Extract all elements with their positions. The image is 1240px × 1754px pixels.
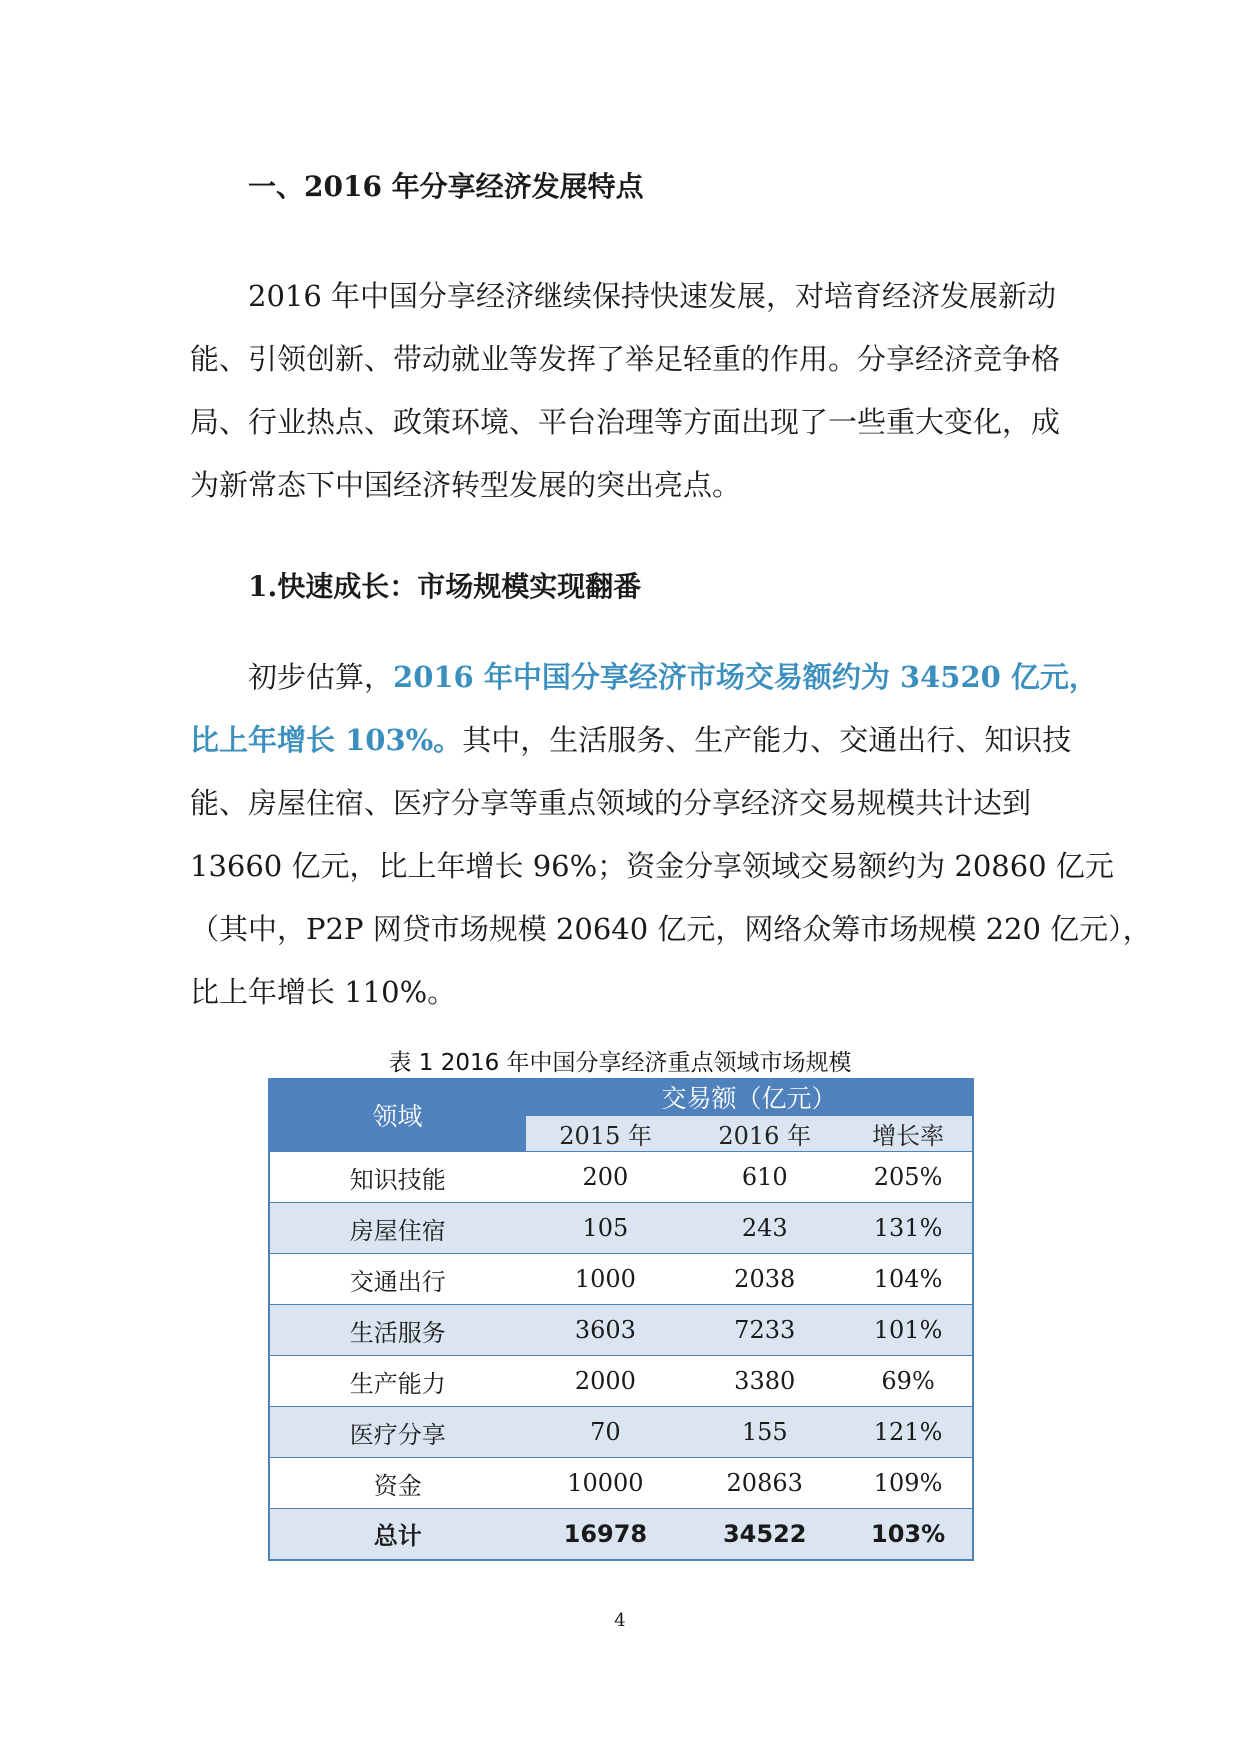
cell-growth: 104% <box>844 1254 973 1305</box>
header-growth: 增长率 <box>844 1116 973 1152</box>
cell-2015: 200 <box>526 1152 686 1203</box>
cell-2015: 2000 <box>526 1356 686 1407</box>
cell-domain: 医疗分享 <box>269 1407 526 1458</box>
cell-domain: 生活服务 <box>269 1305 526 1356</box>
cell-domain: 交通出行 <box>269 1254 526 1305</box>
cell-growth: 121% <box>844 1407 973 1458</box>
cell-2016: 3380 <box>685 1356 844 1407</box>
intro-line: 为新常态下中国经济转型发展的突出亮点。 <box>190 468 742 502</box>
cell-2015: 16978 <box>526 1509 686 1560</box>
table-row <box>269 1152 973 1203</box>
plain-text: 初步估算， <box>248 660 394 694</box>
intro-line: 2016 年中国分享经济继续保持快速发展，对培育经济发展新动 <box>248 279 1057 313</box>
page-number: 4 <box>614 1610 626 1631</box>
cell-2015: 10000 <box>526 1458 686 1509</box>
cell-domain: 总计 <box>269 1509 526 1560</box>
header-amount: 交易额（亿元） <box>526 1079 974 1116</box>
table-caption: 表 1 2016 年中国分享经济重点领域市场规模 <box>388 1050 852 1076</box>
cell-domain: 房屋住宿 <box>269 1203 526 1254</box>
cell-2016: 243 <box>685 1203 844 1254</box>
table-row <box>269 1407 973 1458</box>
growth-line: （其中，P2P 网贷市场规模 20640 亿元，网络众筹市场规模 220 亿元）， <box>190 912 1152 946</box>
table-row <box>269 1356 973 1407</box>
highlight-text: 2016 年中国分享经济市场交易额约为 34520 亿元， <box>393 660 1098 694</box>
growth-paragraph <box>190 646 1152 1024</box>
cell-2016: 610 <box>685 1152 844 1203</box>
cell-2016: 155 <box>685 1407 844 1458</box>
cell-2015: 3603 <box>526 1305 686 1356</box>
cell-2015: 1000 <box>526 1254 686 1305</box>
header-2015: 2015 年 <box>526 1116 686 1152</box>
cell-2015: 105 <box>526 1203 686 1254</box>
cell-growth: 131% <box>844 1203 973 1254</box>
cell-domain: 资金 <box>269 1458 526 1509</box>
intro-line: 局、行业热点、政策环境、平台治理等方面出现了一些重大变化，成 <box>190 405 1061 439</box>
cell-growth: 101% <box>844 1305 973 1356</box>
subsection-title: 1.快速成长：市场规模实现翻番 <box>248 570 642 603</box>
table-row <box>269 1305 973 1356</box>
table-row <box>269 1458 973 1509</box>
table-header-row <box>269 1079 973 1116</box>
table-row <box>269 1254 973 1305</box>
cell-domain: 生产能力 <box>269 1356 526 1407</box>
growth-line: 13660 亿元，比上年增长 96%；资金分享领域交易额约为 20860 亿元 <box>190 849 1114 883</box>
cell-2016: 2038 <box>685 1254 844 1305</box>
growth-line <box>190 709 1072 772</box>
growth-line: 能、房屋住宿、医疗分享等重点领域的分享经济交易规模共计达到 <box>190 786 1032 820</box>
cell-2016: 34522 <box>685 1509 844 1560</box>
cell-domain: 知识技能 <box>269 1152 526 1203</box>
intro-line: 能、引领创新、带动就业等发挥了举足轻重的作用。分享经济竞争格 <box>190 342 1061 376</box>
table-total-row <box>269 1509 973 1560</box>
cell-growth: 109% <box>844 1458 973 1509</box>
growth-line: 比上年增长 110%。 <box>190 975 457 1009</box>
cell-2016: 20863 <box>685 1458 844 1509</box>
plain-text: 其中，生活服务、生产能力、交通出行、知识技 <box>462 723 1072 757</box>
cell-growth: 205% <box>844 1152 973 1203</box>
market-size-table <box>268 1078 974 1561</box>
header-domain: 领域 <box>269 1079 526 1152</box>
cell-growth: 69% <box>844 1356 973 1407</box>
table-row <box>269 1203 973 1254</box>
cell-growth: 103% <box>844 1509 973 1560</box>
intro-paragraph <box>190 265 1061 517</box>
highlight-text: 比上年增长 103%。 <box>190 723 463 757</box>
growth-line <box>190 646 1098 709</box>
section-title: 一、2016 年分享经济发展特点 <box>248 170 644 203</box>
cell-2016: 7233 <box>685 1305 844 1356</box>
header-2016: 2016 年 <box>685 1116 844 1152</box>
cell-2015: 70 <box>526 1407 686 1458</box>
